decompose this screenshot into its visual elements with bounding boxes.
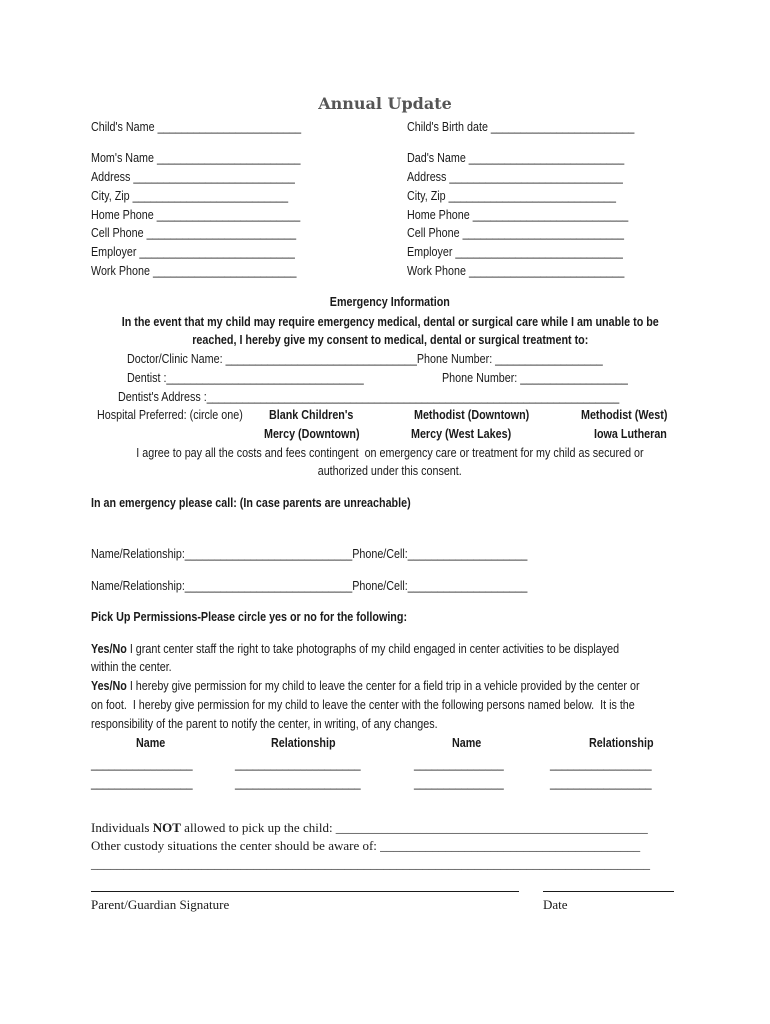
parent-signature-label: Parent/Guardian Signature [91, 897, 230, 912]
mom-home-phone-field[interactable]: Home Phone ________________________ [91, 208, 301, 222]
leave-permission-text: I hereby give permission for my child to leave the center for a field trip in a vehicle provided by the center or [126, 679, 640, 693]
leave-permission-line-1[interactable] [91, 678, 640, 694]
hospital-option-mercy-west-lakes[interactable]: Mercy (West Lakes) [411, 427, 512, 441]
column-header-relationship-1: Relationship [271, 736, 336, 750]
dad-work-phone-field[interactable]: Work Phone __________________________ [407, 264, 625, 278]
pickup-person-name-2[interactable]: _______________ [414, 757, 504, 771]
form-title: Annual Update [318, 94, 452, 113]
pickup-person-relationship-3[interactable]: _____________________ [235, 776, 361, 790]
agreement-text-line-1: I agree to pay all the costs and fees contingent on emergency care or treatment for my child as secured or [136, 446, 644, 460]
dad-home-phone-field[interactable]: Home Phone __________________________ [407, 208, 629, 222]
hospital-preferred-label: Hospital Preferred: (circle one) [97, 408, 243, 422]
hospital-option-mercy-downtown[interactable]: Mercy (Downtown) [264, 427, 360, 441]
dad-cell-phone-field[interactable]: Cell Phone ___________________________ [407, 226, 625, 240]
dad-employer-field[interactable]: Employer ____________________________ [407, 245, 623, 259]
mom-cell-phone-field[interactable]: Cell Phone _________________________ [91, 226, 297, 240]
hospital-option-blank-childrens[interactable]: Blank Children's [269, 408, 354, 422]
photo-permission-line-2: within the center. [91, 660, 172, 674]
signature-line[interactable] [91, 891, 519, 892]
childs-name-field[interactable]: Child's Name ________________________ [91, 120, 302, 134]
pickup-person-relationship-4[interactable]: _________________ [550, 776, 652, 790]
dad-address-field[interactable]: Address _____________________________ [407, 170, 623, 184]
pickup-person-relationship-1[interactable]: _____________________ [235, 757, 361, 771]
leave-yes-no-option[interactable]: Yes/No [91, 679, 127, 693]
date-line[interactable] [543, 891, 674, 892]
mom-name-field[interactable]: Mom's Name ________________________ [91, 151, 301, 165]
dad-name-field[interactable]: Dad's Name __________________________ [407, 151, 625, 165]
column-header-name-2: Name [452, 736, 482, 750]
pickup-person-name-1[interactable]: _________________ [91, 757, 193, 771]
photo-permission-text: I grant center staff the right to take photographs of my child engaged in center activities to be displayed [126, 642, 620, 656]
pickup-permissions-heading: Pick Up Permissions-Please circle yes or no for the following: [91, 610, 408, 624]
hospital-option-methodist-downtown[interactable]: Methodist (Downtown) [414, 408, 530, 422]
hospital-option-methodist-west[interactable]: Methodist (West) [581, 408, 668, 422]
column-header-relationship-2: Relationship [589, 736, 654, 750]
leave-permission-line-3: responsibility of the parent to notify the center, in writing, of any changes. [91, 717, 438, 731]
not-allowed-suffix: allowed to pick up the child: ________________________________________________ [180, 820, 648, 835]
consent-text-line-2: reached, I hereby give my consent to medical, dental or surgical treatment to: [191, 333, 589, 347]
custody-field[interactable]: Other custody situations the center should be aware of: ________________________________________ [91, 838, 641, 853]
emergency-contact-1-field[interactable]: Name/Relationship:____________________________Phone/Cell:____________________ [91, 547, 528, 561]
not-allowed-prefix: Individuals [91, 820, 153, 835]
dad-city-zip-field[interactable]: City, Zip ____________________________ [407, 189, 617, 203]
mom-address-field[interactable]: Address ___________________________ [91, 170, 295, 184]
mom-city-zip-field[interactable]: City, Zip __________________________ [91, 189, 289, 203]
photo-permission-line-1[interactable] [91, 641, 619, 657]
emergency-heading: Emergency Information [329, 295, 451, 309]
emergency-contact-2-field[interactable]: Name/Relationship:____________________________Phone/Cell:____________________ [91, 579, 528, 593]
dentist-phone-field[interactable]: Phone Number: __________________ [442, 371, 628, 385]
column-header-name-1: Name [136, 736, 166, 750]
pickup-person-name-4[interactable]: _______________ [414, 776, 504, 790]
mom-employer-field[interactable]: Employer __________________________ [91, 245, 295, 259]
childs-birth-date-field[interactable]: Child's Birth date ________________________ [407, 120, 635, 134]
date-label: Date [543, 897, 568, 912]
dentist-address-field[interactable]: Dentist's Address :_____________________________________________________________________ [118, 390, 620, 404]
agreement-text-line-2: authorized under this consent. [317, 464, 463, 478]
not-allowed-field[interactable] [91, 820, 648, 836]
photo-yes-no-option[interactable]: Yes/No [91, 642, 127, 656]
custody-continuation-line[interactable]: ______________________________________________________________________________________ [91, 856, 650, 871]
hospital-option-iowa-lutheran[interactable]: Iowa Lutheran [594, 427, 667, 441]
dentist-field[interactable]: Dentist :_________________________________ [127, 371, 364, 385]
pickup-person-name-3[interactable]: _________________ [91, 776, 193, 790]
consent-text-line-1: In the event that my child may require emergency medical, dental or surgical care while I am unable to be [121, 315, 659, 329]
leave-permission-line-2: on foot. I hereby give permission for my child to leave the center with the following persons named below. It is the [91, 698, 635, 712]
pickup-person-relationship-2[interactable]: _________________ [550, 757, 652, 771]
not-emphasis: NOT [152, 820, 181, 835]
doctor-clinic-field[interactable]: Doctor/Clinic Name: ________________________________Phone Number: __________________ [127, 352, 603, 366]
mom-work-phone-field[interactable]: Work Phone ________________________ [91, 264, 297, 278]
emergency-call-heading: In an emergency please call: (In case parents are unreachable) [91, 496, 411, 510]
